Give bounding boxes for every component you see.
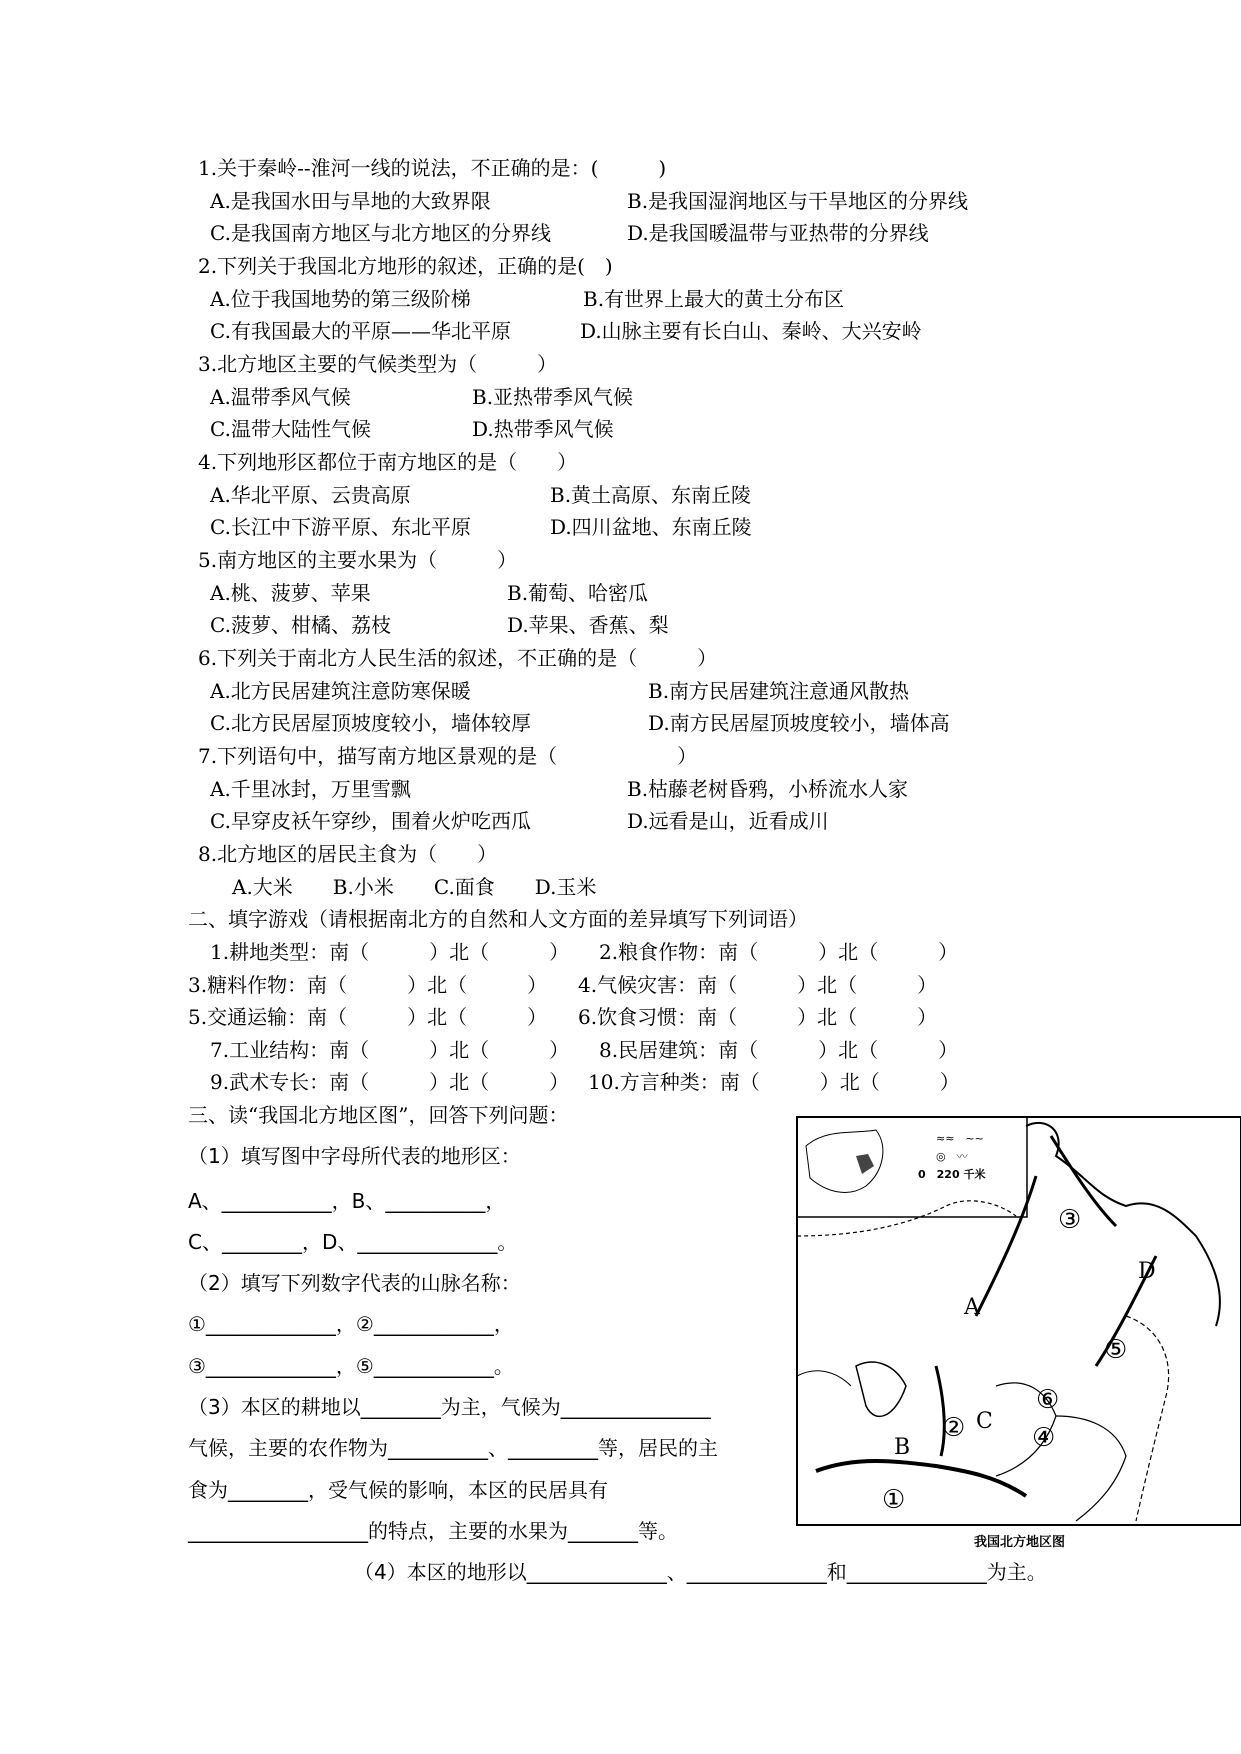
text-line: 6.饮食习惯：南（ ）北（ ） (578, 1005, 938, 1029)
text-line: 3.糖料作物：南（ ）北（ ） (188, 973, 548, 997)
map-caption: 我国北方地区图 (974, 1535, 1066, 1550)
text-line: 9.武术专长：南（ ）北（ ） (210, 1070, 570, 1094)
text-line: 8.北方地区的居民主食为（ ） (198, 842, 498, 866)
text-line: C.是我国南方地区与北方地区的分界线 (210, 221, 551, 245)
text-line: 5.南方地区的主要水果为（ ） (198, 548, 518, 572)
north-china-map (796, 1116, 1241, 1526)
label-2: ② (942, 1413, 966, 1443)
text-line: D.热带季风气候 (472, 417, 614, 441)
text-line: A.温带季风气候 (210, 385, 351, 409)
text-line: 食为________，受气候的影响，本区的民居具有 (188, 1478, 608, 1502)
text-line: D.南方民居屋顶坡度较小，墙体高 (648, 711, 950, 735)
text-line: B.黄土高原、东南丘陵 (550, 483, 752, 507)
text-line: （2）填写下列数字代表的山脉名称： (188, 1271, 521, 1295)
text-line: ③_____________，⑤____________。 (188, 1354, 514, 1378)
text-line: A.大米 B.小米 C.面食 D.玉米 (232, 875, 597, 899)
text-line: C.有我国最大的平原——华北平原 (210, 319, 511, 343)
label-1: ① (882, 1485, 906, 1515)
text-line: A.华北平原、云贵高原 (210, 483, 411, 507)
label-D: D (1138, 1259, 1156, 1284)
label-5: ⑤ (1104, 1335, 1128, 1365)
text-line: A.千里冰封，万里雪飘 (210, 777, 411, 801)
text-line: A.位于我国地势的第三级阶梯 (210, 287, 471, 311)
text-line: （4）本区的地形以______________、______________和______________为主。 (354, 1560, 1047, 1584)
text-line: B.是我国湿润地区与干旱地区的分界线 (627, 189, 969, 213)
text-line: （3）本区的耕地以________为主，气候为_______________ (188, 1395, 711, 1419)
text-line: B.有世界上最大的黄土分布区 (583, 287, 845, 311)
text-line: __________________的特点，主要的水果为_______等。 (188, 1519, 678, 1543)
text-line: C.温带大陆性气候 (210, 417, 371, 441)
text-line: D.远看是山，近看成川 (627, 809, 829, 833)
text-line: C.北方民居屋顶坡度较小，墙体较厚 (210, 711, 531, 735)
text-line: A.是我国水田与旱地的大致界限 (210, 189, 491, 213)
text-line: C.早穿皮袄午穿纱，围着火炉吃西瓜 (210, 809, 531, 833)
text-line: 4.下列地形区都位于南方地区的是（ ） (198, 450, 578, 474)
text-line: 6.下列关于南北方人民生活的叙述，不正确的是（ ） (198, 646, 718, 670)
text-line: 2.下列关于我国北方地形的叙述，正确的是( ) (198, 254, 613, 278)
text-line: 4.气候灾害：南（ ）北（ ） (578, 973, 938, 997)
text-line: C.长江中下游平原、东北平原 (210, 515, 471, 539)
text-line: C.菠萝、柑橘、荔枝 (210, 613, 391, 637)
text-line: （1）填写图中字母所代表的地形区： (188, 1144, 521, 1168)
text-line: 8.民居建筑：南（ ）北（ ） (599, 1038, 959, 1062)
text-line: 7.下列语句中，描写南方地区景观的是（ ） (198, 744, 698, 768)
text-line: D.是我国暖温带与亚热带的分界线 (627, 221, 929, 245)
text-line: 二、填字游戏（请根据南北方的自然和人文方面的差异填写下列词语） (188, 907, 808, 931)
text-line: D.苹果、香蕉、梨 (507, 613, 669, 637)
text-line: ①_____________，②____________， (188, 1312, 514, 1336)
text-line: A、___________，B、__________， (188, 1189, 506, 1213)
text-line: B.葡萄、哈密瓜 (507, 581, 649, 605)
legend-symbols: ≈≈ ~~ (936, 1132, 984, 1145)
text-line: D.山脉主要有长白山、秦岭、大兴安岭 (580, 319, 922, 343)
text-line: B.南方民居建筑注意通风散热 (648, 679, 910, 703)
text-line: 7.工业结构：南（ ）北（ ） (210, 1038, 570, 1062)
label-6: ⑥ (1036, 1385, 1060, 1415)
map-scale-label: 0 220 千米 (918, 1168, 986, 1181)
text-line: A.北方民居建筑注意防寒保暖 (210, 679, 471, 703)
text-line: C、________，D、______________。 (188, 1230, 518, 1254)
text-line: 10.方言种类：南（ ）北（ ） (588, 1070, 960, 1094)
text-line: 5.交通运输：南（ ）北（ ） (188, 1005, 548, 1029)
label-A: A (964, 1295, 980, 1320)
label-3: ③ (1058, 1205, 1082, 1235)
label-B: B (894, 1435, 911, 1460)
label-C: C (976, 1409, 993, 1434)
text-line: 1.关于秦岭--淮河一线的说法，不正确的是：( ) (198, 156, 667, 180)
text-line: 3.北方地区主要的气候类型为（ ） (198, 352, 558, 376)
label-4: ④ (1032, 1423, 1056, 1453)
text-line: A.桃、菠萝、苹果 (210, 581, 371, 605)
text-line: B.枯藤老树昏鸦，小桥流水人家 (627, 777, 909, 801)
svg-text:◎ 〰: ◎ 〰 (936, 1150, 968, 1163)
text-line: 2.粮食作物：南（ ）北（ ） (599, 940, 959, 964)
text-line: 1.耕地类型：南（ ）北（ ） (210, 940, 570, 964)
text-line: B.亚热带季风气候 (472, 385, 634, 409)
text-line: 三、读“我国北方地区图”，回答下列问题： (188, 1103, 569, 1127)
text-line: 气候，主要的农作物为__________、_________等，居民的主 (188, 1436, 718, 1460)
text-line: D.四川盆地、东南丘陵 (550, 515, 752, 539)
